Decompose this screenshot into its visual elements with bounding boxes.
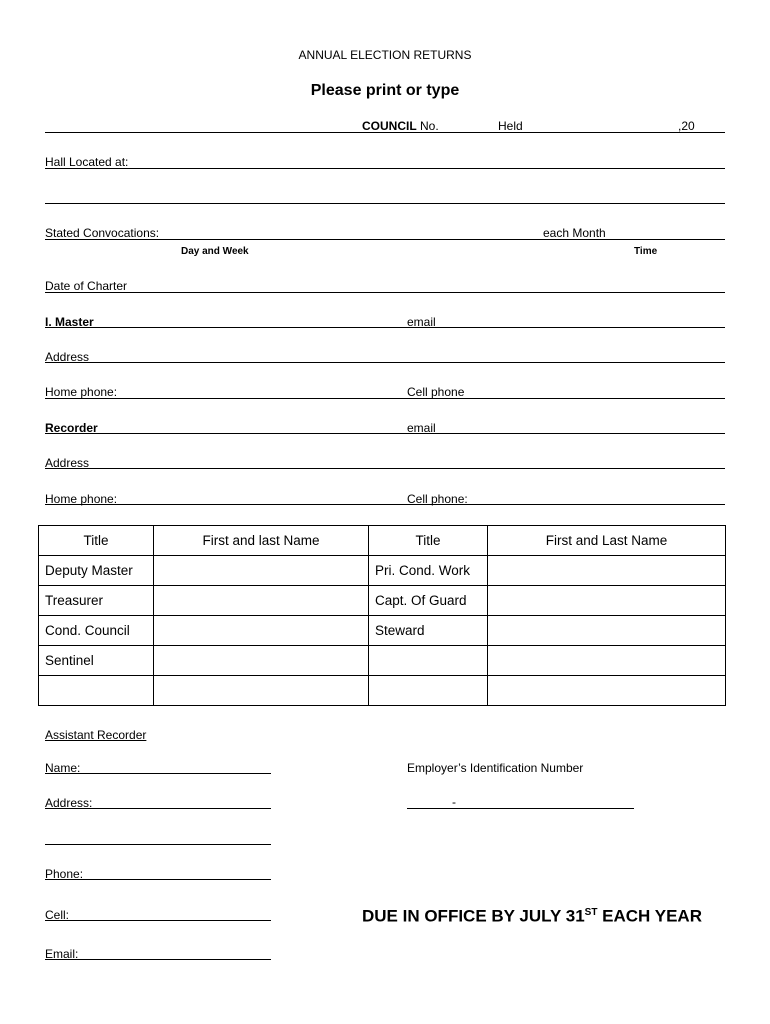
form-title: ANNUAL ELECTION RETURNS bbox=[298, 48, 472, 62]
table-row bbox=[39, 676, 726, 706]
assistant-phone-label: Phone: bbox=[45, 867, 84, 881]
recorder-field[interactable] bbox=[45, 433, 725, 434]
officer-title-cell: Pri. Cond. Work bbox=[369, 556, 488, 586]
table-header: First and last Name bbox=[154, 526, 369, 556]
assistant-address-field[interactable] bbox=[45, 808, 271, 809]
master-field[interactable] bbox=[45, 327, 725, 328]
officer-title-cell bbox=[369, 646, 488, 676]
recorder-label: Recorder bbox=[45, 421, 98, 435]
ein-label: Employer’s Identification Number bbox=[407, 761, 584, 775]
officer-name-cell[interactable] bbox=[488, 676, 726, 706]
officer-title-cell: Sentinel bbox=[39, 646, 154, 676]
officer-name-cell[interactable] bbox=[488, 646, 726, 676]
council-label: COUNCIL bbox=[362, 119, 417, 133]
table-row bbox=[39, 616, 726, 646]
date-of-charter-label: Date of Charter bbox=[45, 279, 128, 293]
stated-convocations-field[interactable] bbox=[45, 239, 725, 240]
recorder-home-phone-label: Home phone: bbox=[45, 492, 118, 506]
stated-convocations-label: Stated Convocations: bbox=[45, 226, 160, 240]
recorder-email-label: email bbox=[407, 421, 436, 435]
master-label: I. Master bbox=[45, 315, 94, 329]
officer-name-cell[interactable] bbox=[154, 646, 369, 676]
table-row bbox=[39, 646, 726, 676]
master-home-phone-label: Home phone: bbox=[45, 385, 118, 399]
each-month-label: each Month bbox=[543, 226, 606, 240]
table-header-row bbox=[39, 526, 726, 556]
hall-located-field-2[interactable] bbox=[45, 203, 725, 204]
recorder-address-label: Address bbox=[45, 456, 90, 470]
day-and-week-label: Day and Week bbox=[181, 246, 249, 257]
assistant-name-label: Name: bbox=[45, 761, 81, 775]
due-notice-tail: EACH YEAR bbox=[597, 906, 702, 926]
officer-name-cell[interactable] bbox=[488, 556, 726, 586]
hall-located-label: Hall Located at: bbox=[45, 155, 129, 169]
due-notice-text: DUE IN OFFICE BY JULY 31 bbox=[362, 906, 585, 926]
officer-name-cell[interactable] bbox=[154, 616, 369, 646]
master-address-field[interactable] bbox=[45, 362, 725, 363]
officer-name-cell[interactable] bbox=[154, 586, 369, 616]
year-label: ,20 bbox=[678, 119, 695, 133]
due-notice-sup: ST bbox=[584, 907, 598, 918]
table-row bbox=[39, 586, 726, 616]
assistant-email-field[interactable] bbox=[45, 959, 271, 960]
ein-dash: - bbox=[452, 795, 456, 809]
form-subtitle: Please print or type bbox=[310, 82, 460, 99]
held-label: Held bbox=[498, 119, 523, 133]
recorder-cell-phone-label: Cell phone: bbox=[407, 492, 468, 506]
master-cell-phone-label: Cell phone bbox=[407, 385, 465, 399]
master-phone-field[interactable] bbox=[45, 398, 725, 399]
officer-title-cell: Deputy Master bbox=[39, 556, 154, 586]
assistant-name-field[interactable] bbox=[45, 773, 271, 774]
table-header: Title bbox=[39, 526, 154, 556]
ein-field[interactable] bbox=[407, 808, 634, 809]
officer-title-cell: Steward bbox=[369, 616, 488, 646]
assistant-cell-field[interactable] bbox=[45, 920, 271, 921]
table-header: First and Last Name bbox=[488, 526, 726, 556]
officer-title-cell: Treasurer bbox=[39, 586, 154, 616]
table-row bbox=[39, 556, 726, 586]
officer-title-cell: Cond. Council bbox=[39, 616, 154, 646]
council-no-label: No. bbox=[420, 119, 439, 133]
assistant-phone-field[interactable] bbox=[45, 879, 271, 880]
assistant-address-label: Address: bbox=[45, 796, 93, 810]
assistant-email-label: Email: bbox=[45, 947, 79, 961]
officer-name-cell[interactable] bbox=[488, 586, 726, 616]
due-notice bbox=[362, 902, 702, 928]
recorder-address-field[interactable] bbox=[45, 468, 725, 469]
officer-name-cell[interactable] bbox=[154, 556, 369, 586]
officer-title-cell: Capt. Of Guard bbox=[369, 586, 488, 616]
time-label: Time bbox=[634, 246, 658, 257]
assistant-address-field-2[interactable] bbox=[45, 844, 271, 845]
officer-title-cell[interactable] bbox=[39, 676, 154, 706]
assistant-cell-label: Cell: bbox=[45, 908, 70, 922]
officer-name-cell[interactable] bbox=[154, 676, 369, 706]
officer-title-cell[interactable] bbox=[369, 676, 488, 706]
master-email-label: email bbox=[407, 315, 436, 329]
master-address-label: Address bbox=[45, 350, 90, 364]
recorder-phone-field[interactable] bbox=[45, 504, 725, 505]
date-of-charter-field[interactable] bbox=[45, 292, 725, 293]
officers-table bbox=[38, 525, 726, 706]
assistant-recorder-heading: Assistant Recorder bbox=[45, 728, 147, 742]
table-header: Title bbox=[369, 526, 488, 556]
hall-located-field[interactable] bbox=[45, 168, 725, 169]
officer-name-cell[interactable] bbox=[488, 616, 726, 646]
